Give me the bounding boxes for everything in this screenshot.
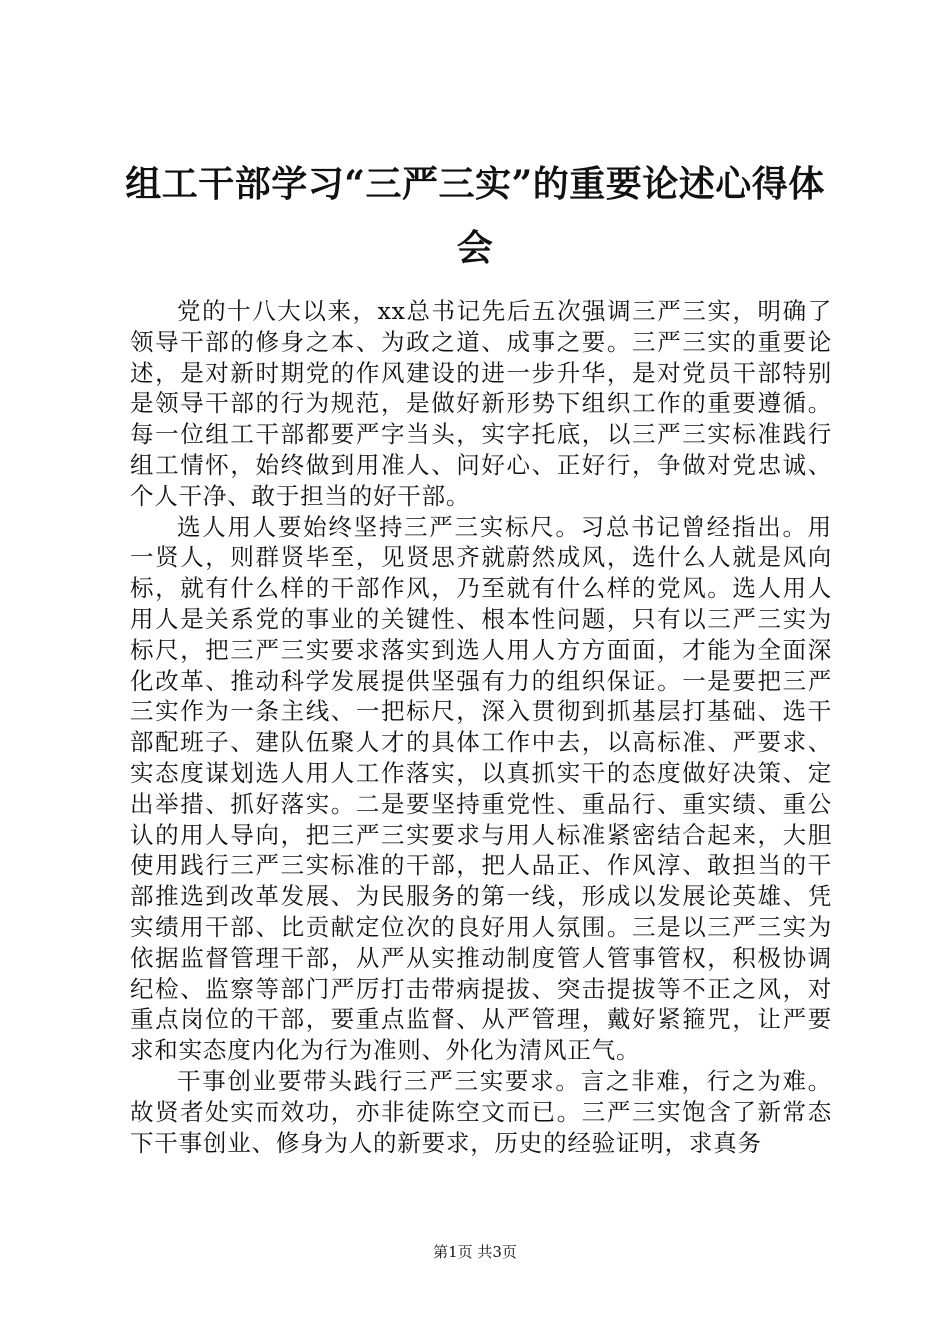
- paragraph-1: 党的十八大以来，xx总书记先后五次强调三严三实，明确了领导干部的修身之本、为政之道、成事之要。三严三实的重要论述，是对新时期党的作风建设的进一步升华，是对党员干部特别是领导干部的行为规范，是做好新形势下组织工作的重要遵循。每一位组工干部都要严字当头，实字托底，以三严三实标准践行组工情怀，始终做到用准人、问好心、正好行，争做对党忠诚、个人干净、敢于担当的好干部。: [130, 297, 832, 510]
- document-body: [130, 296, 832, 1158]
- paragraph-3: 干事创业要带头践行三严三实要求。言之非难，行之为难。故贤者处实而效功，亦非徒陈空文而已。三严三实饱含了新常态下干事创业、修身为人的新要求，历史的经验证明，求真务: [130, 1066, 832, 1157]
- document-title: 组工干部学习“三严三实”的重要论述心得体会: [125, 163, 825, 269]
- paragraph-2: 选人用人要始终坚持三严三实标尺。习总书记曾经指出。用一贤人，则群贤毕至，见贤思齐就蔚然成风，选什么人就是风向标，就有什么样的干部作风，乃至就有什么样的党风。选人用人用人是关系党的事业的关键性、根本性问题，只有以三严三实为标尺，把三严三实要求落实到选人用人方方面面，才能为全面深化改革、推动科学发展提供坚强有力的组织保证。一是要把三严三实作为一条主线、一把标尺，深入贯彻到抓基层打基础、选干部配班子、建队伍聚人才的具体工作中去，以高标准、严要求、实态度谋划选人用人工作落实，以真抓实干的态度做好决策、定出举措、抓好落实。二是要坚持重党性、重品行、重实绩、重公认的用人导向，把三严三实要求与用人标准紧密结合起来，大胆使用践行三严三实标准的干部，把人品正、作风淳、敢担当的干部推选到改革发展、为民服务的第一线，形成以发展论英雄、凭实绩用干部、比贡献定位次的良好用人氛围。三是以三严三实为依据监督管理干部，从严从实推动制度管人管事管权，积极协调纪检、监察等部门严厉打击带病提拔、突击提拔等不正之风，对重点岗位的干部，要重点监督、从严管理，戴好紧箍咒，让严要求和实态度内化为行为准则、外化为清风正气。: [130, 512, 832, 1065]
- page-footer: 第1页 共3页: [433, 1243, 517, 1261]
